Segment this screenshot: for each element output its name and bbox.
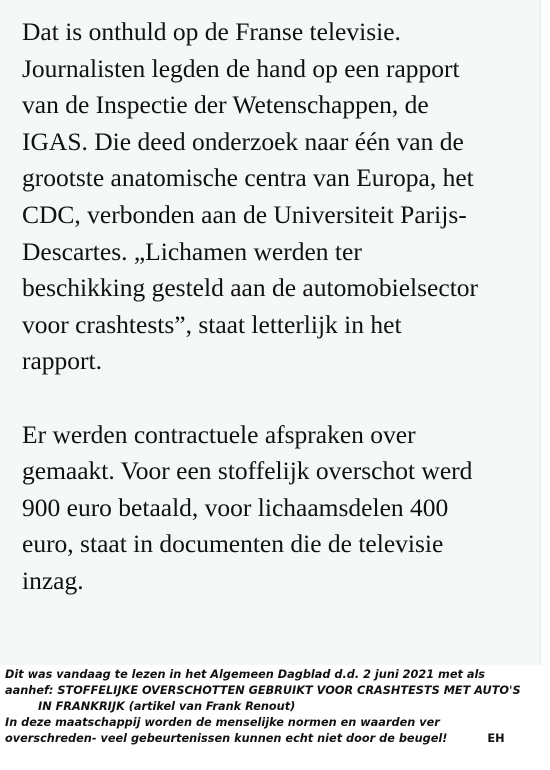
article-line: Er werden contractuele afspraken over	[22, 419, 416, 449]
article-line: CDC, verbonden aan de Universiteit Parijs-	[22, 199, 467, 229]
note-last-line	[5, 731, 545, 747]
note-line: Dit was vandaag te lezen in het Algemeen Dagblad d.d. 2 juni 2021 met als	[5, 668, 486, 681]
signature: EH	[487, 732, 505, 745]
paragraph-gap	[22, 380, 537, 417]
article-line: Descartes. „Lichamen werden ter	[22, 236, 362, 266]
article-line: euro, staat in documenten die de televisie	[22, 529, 444, 559]
article-paragraph-2	[22, 417, 537, 600]
note-line: IN FRANKRIJK (artikel van Frank Renout)	[38, 700, 296, 713]
article-line: 900 euro betaald, voor lichaamsdelen 400	[22, 492, 449, 522]
article-line: voor crashtests”, staat letterlijk in het	[22, 309, 402, 339]
note-line: aanhef: STOFFELIJKE OVERSCHOTTEN GEBRUIKT VOOR CRASHTESTS MET AUTO'S	[5, 684, 521, 697]
caption-note	[5, 667, 545, 747]
article-line: grootste anatomische centra van Europa, het	[22, 163, 474, 193]
article-text	[22, 14, 537, 600]
article-line: beschikking gesteld aan de automobielsector	[22, 273, 479, 303]
article-paragraph-1	[22, 14, 537, 380]
article-line: IGAS. Die deed onderzoek naar één van de	[22, 126, 464, 156]
article-line: van de Inspectie der Wetenschappen, de	[22, 90, 429, 120]
note-line: In deze maatschappij worden de menselijke normen en waarden ver	[5, 716, 440, 729]
article-line: gemaakt. Voor een stoffelijk overschot werd	[22, 456, 473, 486]
article-line: Dat is onthuld op de Franse televisie.	[22, 17, 401, 46]
article-line: inzag.	[22, 565, 84, 595]
article-line: rapport.	[22, 346, 103, 376]
note-line: overschreden- veel gebeurtenissen kunnen echt niet door de beugel!	[5, 732, 448, 745]
article-line: Journalisten legden de hand op een rapport	[22, 53, 460, 83]
